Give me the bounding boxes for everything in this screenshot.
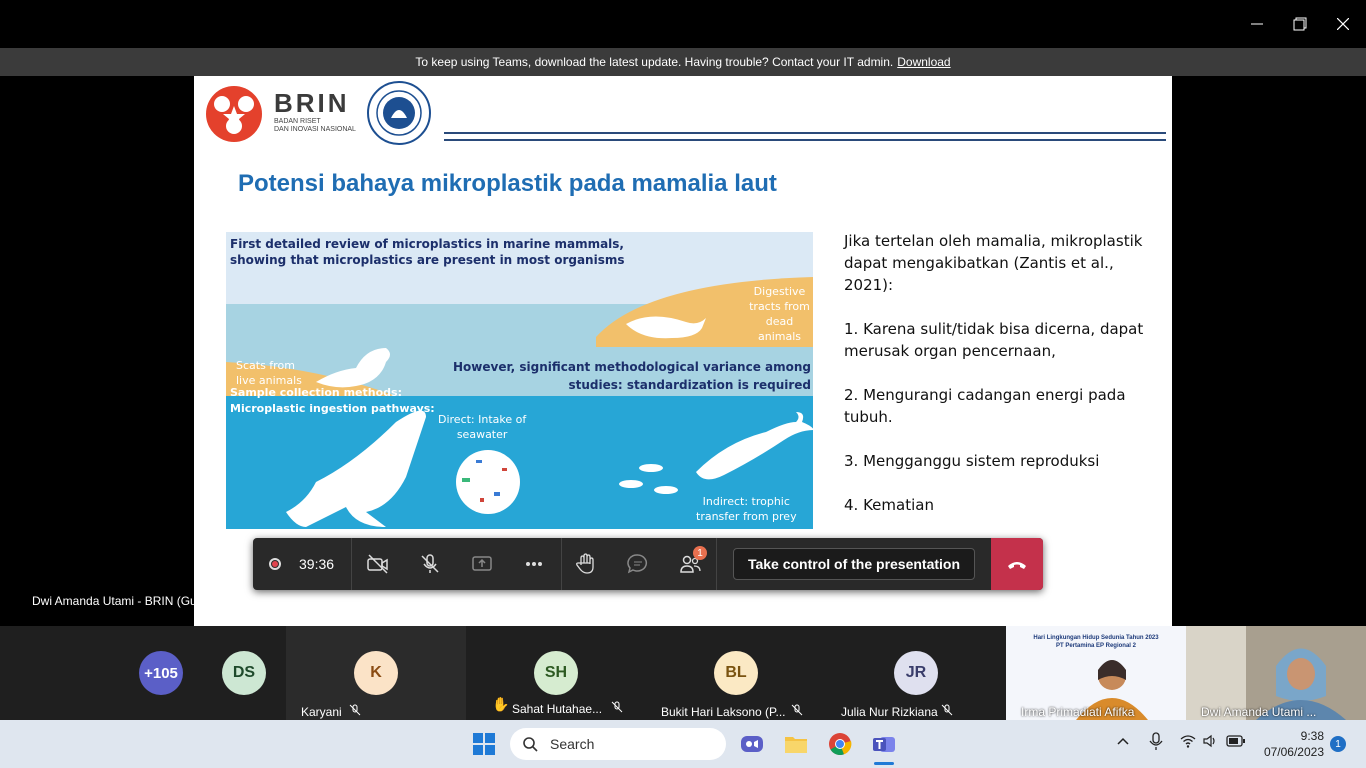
participant-name: Julia Nur Rizkiana bbox=[841, 705, 938, 719]
take-control-button[interactable]: Take control of the presentation bbox=[733, 548, 975, 580]
camera-off-icon[interactable] bbox=[366, 552, 390, 576]
minimize-icon[interactable] bbox=[1234, 0, 1280, 48]
participant-name: Dwi Amanda Utami ... bbox=[1201, 705, 1317, 719]
clock-date: 07/06/2023 bbox=[1263, 745, 1324, 759]
chrome-icon[interactable] bbox=[828, 732, 852, 761]
body-point: 1. Karena sulit/tidak bisa dicerna, dapat merusak organ pencernaan, bbox=[844, 320, 1144, 360]
brin-subtitle bbox=[274, 118, 356, 134]
participant-tile[interactable] bbox=[286, 626, 466, 720]
participant-tile[interactable] bbox=[466, 626, 646, 720]
toolbar-divider bbox=[351, 538, 352, 590]
body-point: 4. Kematian bbox=[844, 496, 934, 514]
banner-text: To keep using Teams, download the latest update. Having trouble? Contact your IT admin. bbox=[415, 55, 894, 69]
sample-label: Sample collection methods: bbox=[230, 386, 402, 399]
avatar[interactable]: DS bbox=[222, 651, 266, 695]
slide-body-text bbox=[844, 230, 1154, 538]
avatar: K bbox=[354, 651, 398, 695]
body-intro: Jika tertelan oleh mamalia, mikroplastik dapat mengakibatkan (Zantis et al., 2021): bbox=[844, 232, 1143, 294]
mic-off-icon bbox=[791, 704, 803, 719]
direct-1: Direct: Intake of bbox=[438, 413, 527, 426]
active-app-indicator bbox=[874, 762, 894, 765]
scats-2: live animals bbox=[236, 374, 302, 387]
meeting-timer: 39:36 bbox=[299, 556, 335, 572]
slide-title: Potensi bahaya mikroplastik pada mamalia laut bbox=[238, 170, 777, 197]
avatar: BL bbox=[714, 651, 758, 695]
info-headline-2: showing that microplastics are present in most organisms bbox=[230, 253, 625, 267]
digestive-2: tracts from bbox=[749, 300, 810, 313]
mic-off-icon bbox=[611, 701, 623, 716]
clock-time: 9:38 bbox=[1300, 729, 1324, 743]
digestive-3: dead animals bbox=[757, 315, 801, 343]
participant-tile[interactable] bbox=[646, 626, 826, 720]
pathways-label: Microplastic ingestion pathways: bbox=[230, 402, 435, 415]
brin-logo-icon bbox=[202, 82, 266, 151]
info-headline-1: First detailed review of microplastics in marine mammals, bbox=[230, 237, 624, 251]
update-banner bbox=[0, 48, 1366, 76]
chevron-up-icon[interactable] bbox=[1116, 734, 1130, 751]
variance-2: studies: standardization is required bbox=[568, 378, 811, 392]
bg-title-1: Hari Lingkungan Hidup Sedunia Tahun 2023 bbox=[1033, 635, 1159, 641]
presenter-name: Dwi Amanda Utami - BRIN (Guest) bbox=[32, 594, 217, 608]
avatar: JR bbox=[894, 651, 938, 695]
participant-name: Irma Primadiati Afifka bbox=[1021, 705, 1135, 719]
search-icon bbox=[522, 736, 538, 752]
participant-video-tile[interactable] bbox=[1006, 626, 1186, 720]
start-icon[interactable] bbox=[472, 732, 496, 761]
participant-name: Bukit Hari Laksono (P... bbox=[661, 705, 786, 719]
body-point: 2. Mengurangi cadangan energi pada tubuh. bbox=[844, 386, 1126, 426]
clock[interactable] bbox=[1260, 728, 1324, 760]
download-link[interactable]: Download bbox=[897, 55, 951, 69]
close-icon[interactable] bbox=[1320, 0, 1366, 48]
mic-off-icon bbox=[349, 704, 361, 719]
meet-now-icon[interactable] bbox=[740, 732, 764, 761]
variance-1: However, significant methodological variance among bbox=[453, 360, 811, 374]
taskbar-search[interactable] bbox=[510, 728, 726, 760]
participant-name: Karyani bbox=[301, 705, 342, 719]
indirect-2: transfer from prey bbox=[696, 510, 797, 523]
raise-hand-icon[interactable] bbox=[574, 552, 598, 576]
participant-name: Sahat Hutahae... bbox=[512, 702, 603, 716]
teams-icon[interactable] bbox=[872, 732, 896, 761]
meeting-toolbar bbox=[253, 538, 1043, 590]
brin-sub-line1: BADAN RISET bbox=[274, 118, 321, 125]
brin-wordmark: BRIN bbox=[274, 88, 350, 118]
digestive-1: Digestive bbox=[753, 285, 806, 298]
search-label: Search bbox=[550, 736, 595, 752]
mic-off-icon[interactable] bbox=[418, 552, 442, 576]
hang-up-icon bbox=[1005, 552, 1029, 576]
participant-tile[interactable] bbox=[826, 626, 1006, 720]
body-point: 3. Mengganggu sistem reproduksi bbox=[844, 452, 1100, 470]
volume-icon[interactable] bbox=[1202, 733, 1218, 752]
recording-icon bbox=[269, 558, 281, 570]
participants-badge: 1 bbox=[693, 546, 707, 560]
indirect-1: Indirect: trophic bbox=[702, 495, 790, 508]
itb-seal-icon bbox=[366, 80, 432, 151]
toolbar-divider bbox=[561, 538, 562, 590]
brin-sub-line2: DAN INOVASI NASIONAL bbox=[274, 126, 356, 133]
notification-badge[interactable]: 1 bbox=[1330, 736, 1346, 752]
raised-hand-icon: ✋ bbox=[492, 696, 510, 712]
bg-title-2: PT Pertamina EP Regional 2 bbox=[1056, 643, 1136, 649]
direct-2: seawater bbox=[456, 428, 508, 441]
mic-off-icon bbox=[941, 704, 953, 719]
share-screen-icon[interactable] bbox=[470, 552, 494, 576]
battery-icon[interactable] bbox=[1226, 734, 1246, 751]
participant-strip bbox=[0, 626, 1366, 720]
more-options-icon[interactable] bbox=[522, 552, 546, 576]
header-divider bbox=[444, 132, 1166, 141]
scats-1: Scats from bbox=[236, 359, 295, 372]
file-explorer-icon[interactable] bbox=[784, 732, 808, 761]
avatar: SH bbox=[534, 651, 578, 695]
overflow-participants[interactable]: +105 bbox=[139, 651, 183, 695]
restore-icon[interactable] bbox=[1277, 0, 1323, 48]
chat-icon[interactable] bbox=[626, 552, 650, 576]
infographic bbox=[226, 232, 813, 529]
participant-video-tile[interactable] bbox=[1186, 626, 1366, 720]
wifi-icon[interactable] bbox=[1180, 733, 1196, 752]
title-bar bbox=[0, 0, 1366, 48]
windows-taskbar bbox=[0, 720, 1366, 768]
toolbar-divider bbox=[716, 538, 717, 590]
hang-up-button[interactable] bbox=[991, 538, 1043, 590]
microphone-icon[interactable] bbox=[1148, 732, 1164, 753]
